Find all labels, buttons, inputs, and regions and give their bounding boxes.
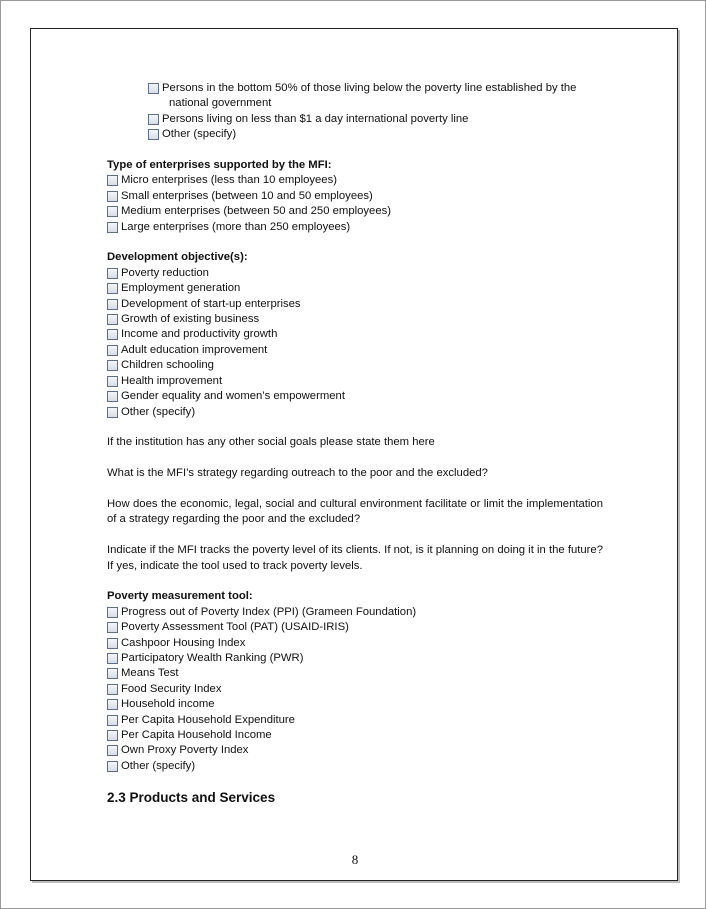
option-label: Medium enterprises (between 50 and 250 employees) — [121, 205, 392, 218]
checkbox[interactable] — [148, 83, 159, 94]
option-label: Food Security Index — [121, 682, 222, 695]
checkbox[interactable] — [107, 715, 118, 726]
checkbox[interactable] — [148, 129, 159, 140]
objective-option[interactable] — [107, 297, 603, 312]
poverty-tool-option[interactable] — [107, 651, 603, 666]
checkbox[interactable] — [107, 299, 118, 310]
option-label: Household income — [121, 698, 215, 711]
target-option[interactable] — [107, 112, 603, 127]
checkbox[interactable] — [148, 114, 159, 125]
page-number: 8 — [351, 852, 359, 867]
option-label: Income and productivity growth — [121, 328, 278, 341]
checkbox[interactable] — [107, 622, 118, 633]
poverty-tool-option[interactable] — [107, 636, 603, 651]
objective-option[interactable] — [107, 389, 603, 404]
option-label: Means Test — [121, 667, 179, 680]
poverty-tool-option[interactable] — [107, 605, 603, 620]
development-heading: Development objective(s): — [107, 251, 248, 264]
target-option[interactable] — [107, 127, 603, 142]
option-label: Progress out of Poverty Index (PPI) (Grameen Foundation) — [121, 605, 417, 618]
checkbox[interactable] — [107, 761, 118, 772]
checkbox[interactable] — [107, 607, 118, 618]
checkbox[interactable] — [107, 684, 118, 695]
objective-option[interactable] — [107, 374, 603, 389]
objective-option[interactable] — [107, 327, 603, 342]
poverty-tool-option[interactable] — [107, 620, 603, 635]
question-outreach-strategy: What is the MFI’s strategy regarding outreach to the poor and the excluded? — [107, 467, 488, 480]
enterprise-option[interactable] — [107, 220, 603, 235]
poverty-tool-option[interactable] — [107, 666, 603, 681]
checkbox[interactable] — [107, 745, 118, 756]
document-page — [30, 28, 678, 881]
checkbox[interactable] — [107, 329, 118, 340]
question-environment: How does the economic, legal, social and cultural environment facilitate or limit the implementation of a strategy regarding the poor and the excluded? — [107, 497, 603, 526]
section-title: 2.3 Products and Services — [107, 790, 276, 806]
option-label: Cashpoor Housing Index — [121, 636, 246, 649]
option-label: Per Capita Household Income — [121, 728, 272, 741]
checkbox[interactable] — [107, 206, 118, 217]
objective-option[interactable] — [107, 358, 603, 373]
option-label: Other (specify) — [121, 405, 196, 418]
enterprise-option[interactable] — [107, 204, 603, 219]
option-label: Health improvement — [121, 374, 223, 387]
page-content — [107, 81, 603, 806]
objective-option[interactable] — [107, 281, 603, 296]
option-label: Development of start-up enterprises — [121, 297, 301, 310]
checkbox[interactable] — [107, 638, 118, 649]
enterprise-option[interactable] — [107, 173, 603, 188]
objective-option[interactable] — [107, 405, 603, 420]
option-label: Employment generation — [121, 282, 241, 295]
poverty-tool-option[interactable] — [107, 697, 603, 712]
poverty-tool-option[interactable] — [107, 713, 603, 728]
option-label: Children schooling — [121, 359, 214, 372]
checkbox[interactable] — [107, 391, 118, 402]
question-poverty-tracking: Indicate if the MFI tracks the poverty level of its clients. If not, is it planning on doing it in the future? If yes, indicate the tool used to track poverty levels. — [107, 544, 603, 572]
checkbox[interactable] — [107, 175, 118, 186]
option-label: Poverty Assessment Tool (PAT) (USAID-IRIS) — [121, 621, 349, 634]
option-label: Large enterprises (more than 250 employees) — [121, 220, 351, 233]
option-label: Poverty reduction — [121, 266, 209, 279]
enterprise-option[interactable] — [107, 189, 603, 204]
option-label: Per Capita Household Expenditure — [121, 713, 295, 726]
option-label: Persons living on less than $1 a day international poverty line — [162, 112, 469, 125]
checkbox[interactable] — [107, 376, 118, 387]
poverty-tool-option[interactable] — [107, 759, 603, 774]
option-label: Persons in the bottom 50% of those living below the poverty line established by the national government — [162, 82, 577, 110]
checkbox[interactable] — [107, 222, 118, 233]
enterprises-heading: Type of enterprises supported by the MFI: — [107, 159, 332, 172]
checkbox[interactable] — [107, 283, 118, 294]
option-label: Other (specify) — [162, 128, 237, 141]
poverty-tool-option[interactable] — [107, 743, 603, 758]
option-label: Own Proxy Poverty Index — [121, 744, 249, 757]
objective-option[interactable] — [107, 343, 603, 358]
option-label: Participatory Wealth Ranking (PWR) — [121, 651, 304, 664]
checkbox[interactable] — [107, 360, 118, 371]
option-label: Growth of existing business — [121, 313, 260, 326]
checkbox[interactable] — [107, 314, 118, 325]
question-social-goals: If the institution has any other social goals please state them here — [107, 436, 435, 449]
checkbox[interactable] — [107, 730, 118, 741]
checkbox[interactable] — [107, 407, 118, 418]
option-label: Small enterprises (between 10 and 50 employees) — [121, 189, 373, 202]
checkbox[interactable] — [107, 653, 118, 664]
option-label: Adult education improvement — [121, 343, 268, 356]
checkbox[interactable] — [107, 345, 118, 356]
poverty-tool-heading: Poverty measurement tool: — [107, 590, 253, 603]
objective-option[interactable] — [107, 312, 603, 327]
option-label: Micro enterprises (less than 10 employees) — [121, 174, 337, 187]
objective-option[interactable] — [107, 266, 603, 281]
poverty-tool-option[interactable] — [107, 682, 603, 697]
checkbox[interactable] — [107, 668, 118, 679]
option-label: Other (specify) — [121, 759, 196, 772]
target-option[interactable] — [107, 81, 603, 112]
option-label: Gender equality and women’s empowerment — [121, 390, 345, 403]
checkbox[interactable] — [107, 699, 118, 710]
poverty-tool-option[interactable] — [107, 728, 603, 743]
checkbox[interactable] — [107, 268, 118, 279]
checkbox[interactable] — [107, 191, 118, 202]
